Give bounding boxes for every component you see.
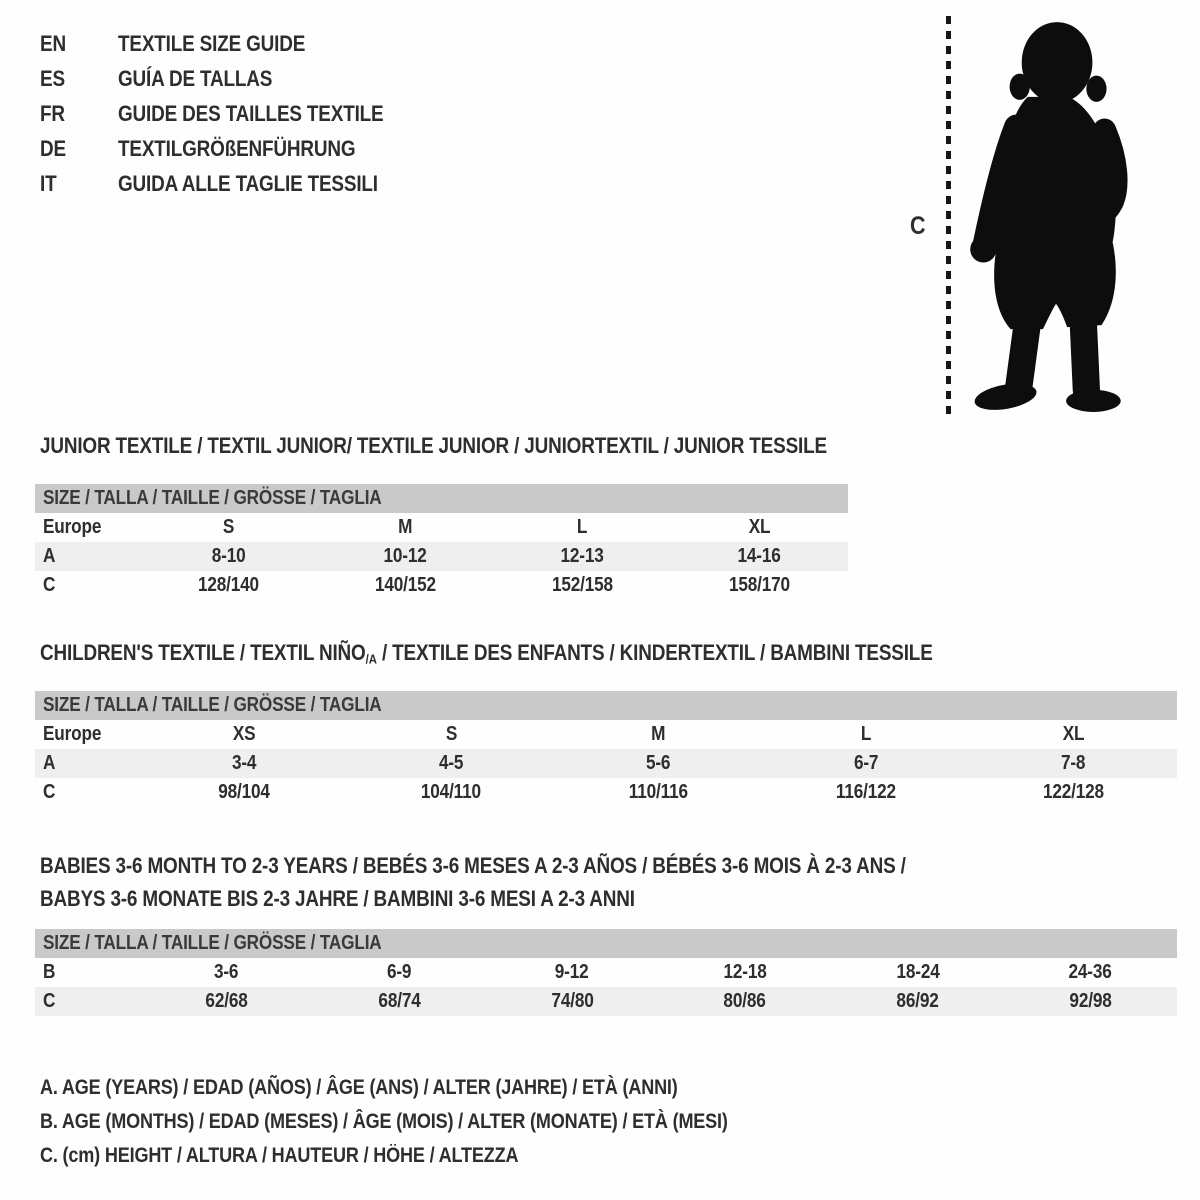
guide-title: GUÍA DE TALLAS [118,66,273,91]
language-row-it [40,166,427,201]
junior-section-title: JUNIOR TEXTILE / TEXTIL JUNIOR/ TEXTILE JUNIOR / JUNIORTEXTIL / JUNIOR TESSILE [40,433,827,458]
language-title-list [40,26,427,201]
guide-title: GUIDE DES TAILLES TEXTILE [118,101,384,126]
size-header-bar: SIZE / TALLA / TAILLE / GRÖSSE / TAGLIA [35,929,1177,958]
height-value: 80/86 [723,990,767,1012]
months-value: 9-12 [555,961,589,983]
height-value: 68/74 [378,990,421,1012]
table-row-height [35,987,1177,1016]
age-value: 12-13 [560,545,605,567]
size-value: XS [232,723,255,745]
language-code: FR [40,101,65,126]
months-value: 12-18 [723,961,767,983]
age-value: 3-4 [231,752,256,774]
height-value: 152/158 [552,574,613,596]
age-value: 4-5 [438,752,464,774]
legend-footnotes [40,1071,840,1173]
footnote-height-cm: C. (cm) HEIGHT / ALTURA / HAUTEUR / HÖHE / ALTEZZA [40,1144,519,1167]
size-value: S [222,516,235,538]
row-label: Europe [43,516,102,538]
children-size-table [35,691,1177,807]
age-value: 14-16 [737,545,782,567]
guide-title: TEXTILE SIZE GUIDE [118,31,306,56]
height-value: 122/128 [1042,781,1104,803]
table-row-europe [35,513,848,542]
age-value: 6-7 [853,752,879,774]
guide-title: GUIDA ALLE TAGLIE TESSILI [118,171,378,196]
height-value: 86/92 [896,990,939,1012]
language-code: IT [40,171,57,196]
height-value: 128/140 [198,574,259,596]
row-label: Europe [43,723,102,745]
age-value: 10-12 [383,545,428,567]
babies-size-table [35,929,1177,1016]
table-row-height [35,571,848,600]
language-row-es [40,61,427,96]
row-label: A [43,752,56,774]
language-row-en [40,26,427,61]
footnote-age-years: A. AGE (YEARS) / EDAD (AÑOS) / ÂGE (ANS) / ALTER (JAHRE) / ETÀ (ANNI) [40,1076,678,1099]
months-value: 3-6 [214,961,239,983]
height-value: 62/68 [205,990,248,1012]
row-label: C [43,990,56,1012]
height-value: 110/116 [628,781,689,803]
size-value: L [860,723,872,745]
language-row-de [40,131,427,166]
height-value: 92/98 [1069,990,1112,1012]
guide-title: TEXTILGRÖßENFÜHRUNG [118,136,356,161]
height-value: 140/152 [375,574,436,596]
table-row-months [35,958,1177,987]
junior-size-table [35,484,848,600]
height-measure-label: C [910,212,926,240]
age-value: 5-6 [646,752,671,774]
footnote-age-months: B. AGE (MONTHS) / EDAD (MESES) / ÂGE (MOIS) / ALTER (MONATE) / ETÀ (MESI) [40,1110,728,1133]
height-value: 104/110 [421,781,482,803]
size-value: M [398,516,413,538]
table-row-europe [35,720,1177,749]
months-value: 6-9 [387,961,412,983]
row-label: A [43,545,56,567]
table-row-age [35,749,1177,778]
row-label: C [43,781,56,803]
table-row-age [35,542,848,571]
age-value: 8-10 [211,545,246,567]
size-value: M [651,723,666,745]
language-code: EN [40,31,66,56]
months-value: 24-36 [1068,961,1113,983]
language-code: DE [40,136,66,161]
language-code: ES [40,66,65,91]
size-header-bar: SIZE / TALLA / TAILLE / GRÖSSE / TAGLIA [35,484,848,513]
age-value: 7-8 [1061,752,1086,774]
size-value: S [445,723,457,745]
size-header-bar: SIZE / TALLA / TAILLE / GRÖSSE / TAGLIA [35,691,1177,720]
height-value: 98/104 [217,781,270,803]
toddler-silhouette-icon [963,14,1139,418]
months-value: 18-24 [896,961,940,983]
babies-section-title: BABIES 3-6 MONTH TO 2-3 YEARS / BEBÉS 3-6 MESES A 2-3 AÑOS / BÉBÉS 3-6 MOIS À 2-3 ANS / BABYS 3-6 MONATE BIS 2-3 JAHRE / BAMBINI 3-6 MESI A 2-3 ANNI [40,853,906,911]
children-section-title: CHILDREN'S TEXTILE / TEXTIL $NIÑO_{/A}$ / TEXTILE DES ENFANTS / KINDERTEXTIL / BAMBINI TESSILE [40,640,933,667]
height-value: 74/80 [550,990,594,1012]
size-value: XL [1062,723,1085,745]
height-measure-dashed-line [946,16,951,415]
nino-a-subscript: /A [365,651,377,667]
table-row-height [35,778,1177,807]
language-row-fr [40,96,427,131]
height-value: 158/170 [729,574,790,596]
size-value: XL [748,516,771,538]
size-value: L [577,516,588,538]
row-label: B [43,961,56,983]
height-value: 116/122 [835,781,896,803]
row-label: C [43,574,56,596]
